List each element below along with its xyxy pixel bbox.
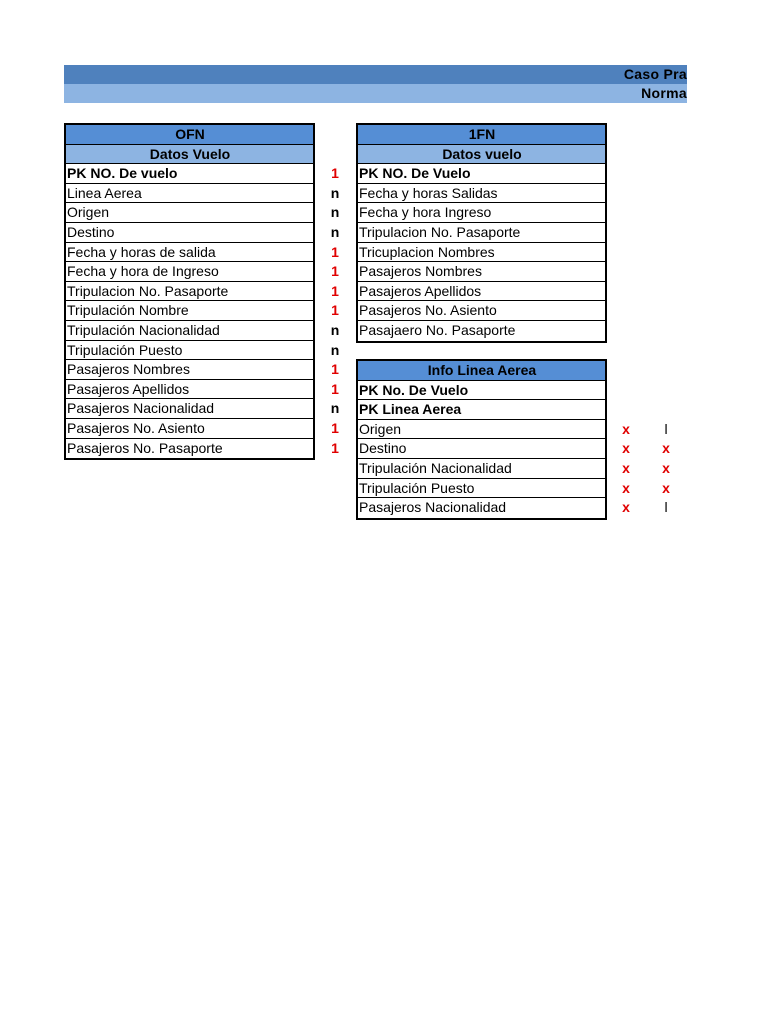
ofn-row: PK NO. De vuelo: [66, 164, 313, 184]
x-marker: x: [662, 440, 670, 457]
info-row: PK Linea Aerea: [358, 400, 605, 420]
ofn-row: Pasajeros Nombres: [66, 360, 313, 380]
cardinality-marker: n: [330, 400, 340, 417]
cardinality-marker: n: [330, 341, 340, 358]
fn1-table-header: 1FN: [358, 125, 605, 145]
page-subtitle: Norma: [641, 85, 687, 101]
cardinality-marker: n: [330, 322, 340, 338]
x-marker: x: [662, 460, 670, 476]
cardinality-marker: 1: [331, 380, 339, 397]
x-marker: x: [622, 440, 630, 457]
cardinality-marker: 1: [331, 302, 339, 319]
ofn-row: Origen: [66, 203, 313, 223]
cardinality-marker: 1: [331, 243, 339, 260]
x-marker: x: [622, 499, 630, 516]
info-row: Tripulación Puesto: [358, 479, 605, 499]
info-row: PK No. De Vuelo: [358, 381, 605, 401]
fn1-table: [356, 123, 607, 343]
x-marker: x: [662, 479, 670, 496]
x-marker: x: [622, 479, 630, 496]
page-title: Caso Pra: [623, 66, 687, 82]
cardinality-marker: 1: [331, 263, 339, 280]
ofn-row: Fecha y horas de salida: [66, 243, 313, 263]
fn1-row: Pasajeros Apellidos: [358, 282, 605, 302]
ofn-row: Pasajeros Apellidos: [66, 380, 313, 400]
ofn-row: Pasajeros Nacionalidad: [66, 399, 313, 419]
cardinality-marker: 1: [331, 361, 339, 378]
cardinality-marker: n: [330, 224, 340, 240]
cardinality-marker: n: [330, 204, 340, 221]
info-row: Origen: [358, 420, 605, 440]
ofn-table-subheader: Datos Vuelo: [66, 145, 313, 165]
cardinality-marker: 1: [331, 439, 339, 456]
subtitle-band: [64, 84, 687, 103]
info-row: Tripulación Nacionalidad: [358, 459, 605, 479]
ofn-row: Destino: [66, 223, 313, 243]
fn1-row: Pasajeros Nombres: [358, 262, 605, 282]
info-row: Pasajeros Nacionalidad: [359, 499, 507, 516]
l-marker: l: [664, 420, 668, 437]
fn1-row: Tricuplacion Nombres: [358, 243, 605, 263]
fn1-table-subheader: Datos vuelo: [358, 145, 605, 165]
fn1-row: Fecha y hora Ingreso: [358, 203, 605, 223]
info-linea-aerea-table: [356, 359, 607, 520]
cardinality-marker: 1: [331, 282, 339, 299]
x-marker: x: [622, 460, 630, 476]
fn1-row: Pasajeros No. Asiento: [358, 301, 605, 321]
fn1-row: PK NO. De Vuelo: [358, 164, 605, 184]
info-table-header: Info Linea Aerea: [358, 361, 605, 381]
ofn-row: Tripulación Nombre: [66, 301, 313, 321]
cardinality-marker: n: [330, 184, 340, 201]
ofn-row: Pasajeros No. Pasaporte: [67, 439, 223, 456]
fn1-row: Fecha y horas Salidas: [358, 184, 605, 204]
ofn-row: Tripulación Nacionalidad: [66, 321, 313, 341]
ofn-row: Tripulación Puesto: [66, 341, 313, 361]
fn1-row: Pasajaero No. Pasaporte: [359, 321, 516, 338]
fn1-row: Tripulacion No. Pasaporte: [358, 223, 605, 243]
x-marker: x: [622, 420, 630, 437]
cardinality-marker: 1: [331, 165, 339, 182]
l-marker: l: [664, 499, 668, 516]
title-band: [64, 65, 687, 84]
info-row: Destino: [358, 439, 605, 459]
ofn-table: [64, 123, 315, 460]
ofn-row: Pasajeros No. Asiento: [66, 419, 313, 439]
ofn-table-header: OFN: [66, 125, 313, 145]
cardinality-marker: 1: [331, 420, 339, 436]
ofn-row: Linea Aerea: [66, 184, 313, 204]
ofn-row: Fecha y hora de Ingreso: [66, 262, 313, 282]
ofn-row: Tripulacion No. Pasaporte: [66, 282, 313, 302]
